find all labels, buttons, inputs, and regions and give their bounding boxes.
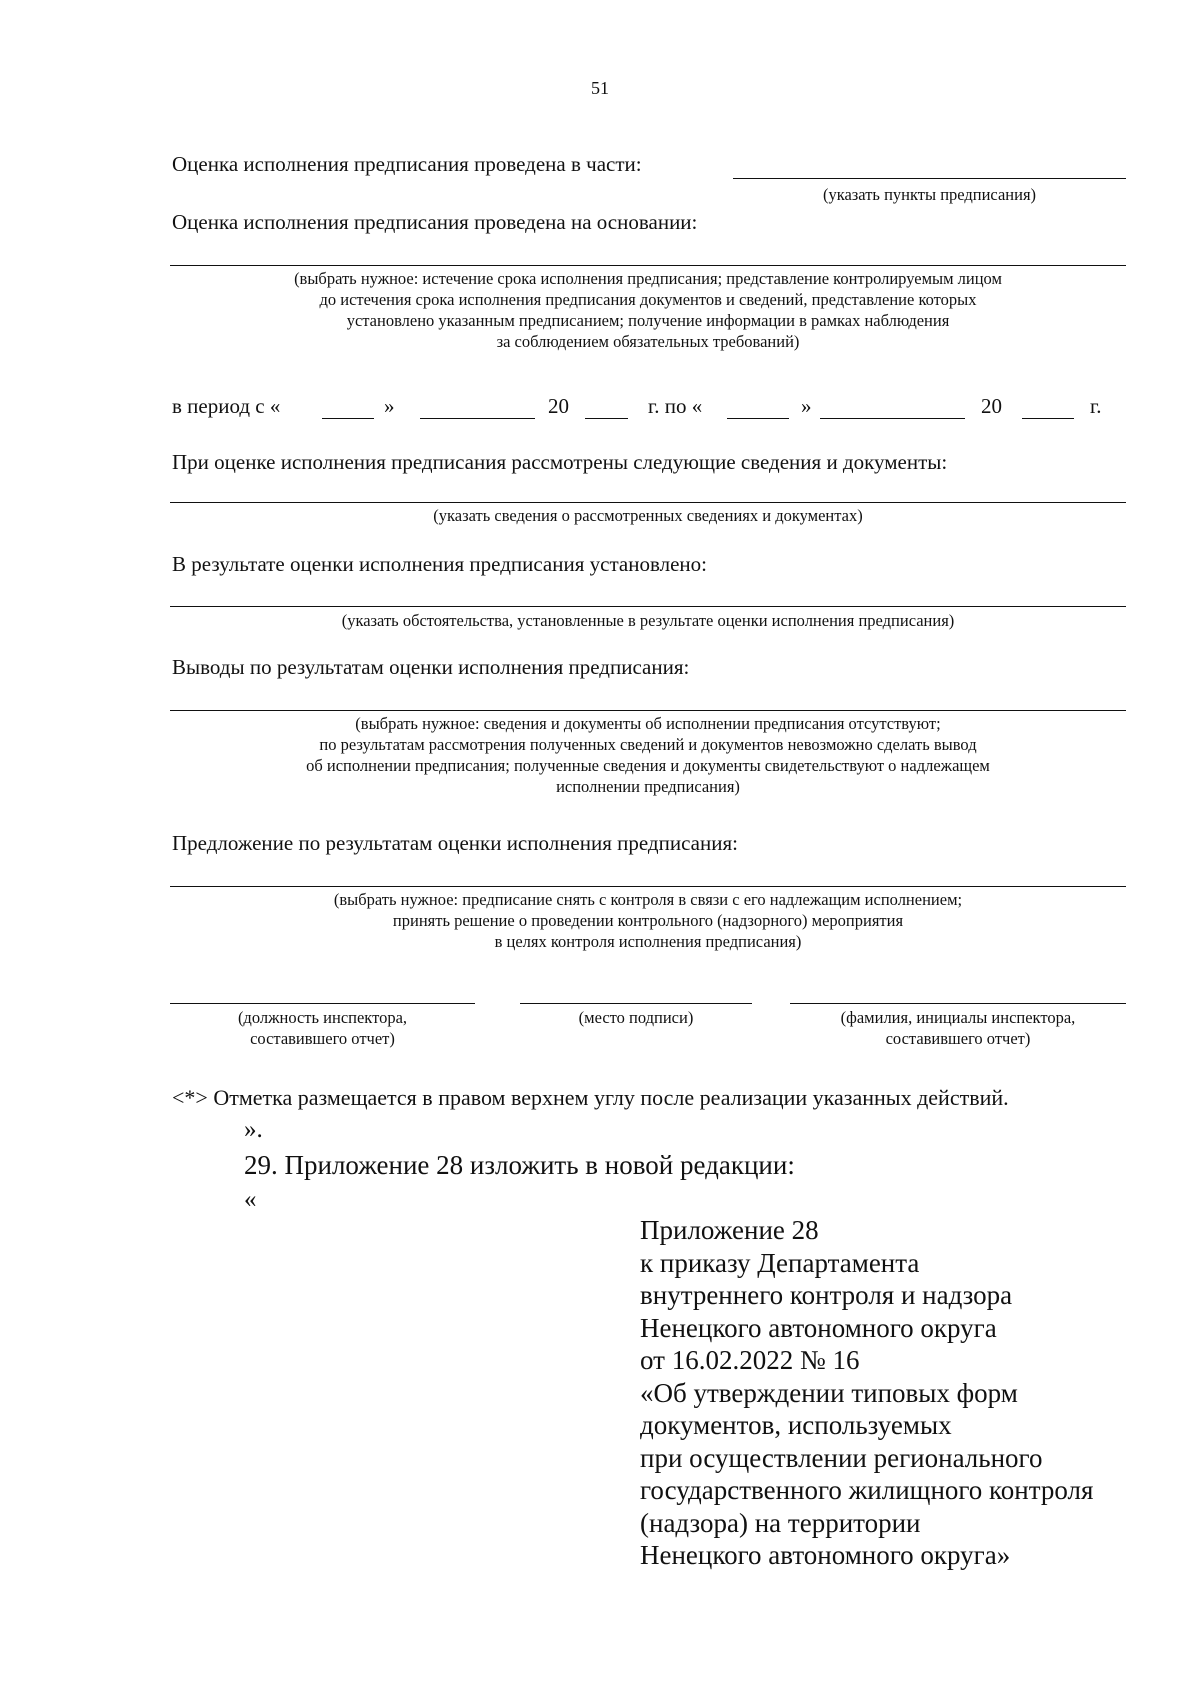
section-2-label: Оценка исполнения предписания проведена на основании: <box>172 210 698 234</box>
page-number: 51 <box>591 78 609 98</box>
section-2-line <box>170 265 1126 266</box>
signature-place-caption: (место подписи) <box>578 1008 694 1027</box>
section-6-label: Предложение по результатам оценки исполнения предписания: <box>172 831 738 855</box>
period-year-from-line <box>585 418 628 419</box>
period-prefix: в период с « <box>172 394 281 418</box>
signature-place-line <box>520 1003 752 1004</box>
period-day-from-line <box>322 418 374 419</box>
section-1-line <box>733 178 1126 179</box>
section-3-hint: (указать сведения о рассмотренных сведениях и документах) <box>433 506 863 525</box>
section-3-line <box>170 502 1126 503</box>
signature-name-caption: (фамилия, инициалы инспектора, составившего отчет) <box>840 1008 1076 1048</box>
opening-quote: « <box>244 1186 257 1213</box>
item-29: 29. Приложение 28 изложить в новой редакции: <box>244 1150 795 1180</box>
signature-position-caption: (должность инспектора, составившего отчет) <box>237 1008 408 1048</box>
section-1-label: Оценка исполнения предписания проведена в части: <box>172 152 642 176</box>
signature-name-line <box>790 1003 1126 1004</box>
section-6-line <box>170 886 1126 887</box>
period-year-1: 20 <box>548 394 569 418</box>
signature-position-line <box>170 1003 475 1004</box>
period-day-to-line <box>727 418 789 419</box>
period-month-from-line <box>420 418 535 419</box>
section-3-label: При оценке исполнения предписания рассмотрены следующие сведения и документы: <box>172 450 948 474</box>
section-4-line <box>170 606 1126 607</box>
period-mid: г. по « <box>648 394 703 418</box>
section-2-hint: (выбрать нужное: истечение срока исполнения предписания; представление контролируемым лицом до истечения срока исполнения предписания документов и сведений, представление которых установлено указанным предписанием; получение информации в рамках наблюдения за соблюдением обязательных требований) <box>294 269 1002 351</box>
section-4-hint: (указать обстоятельства, установленные в результате оценки исполнения предписания) <box>341 611 955 630</box>
period-suffix: г. <box>1090 394 1102 418</box>
period-close-quote-2: » <box>801 394 812 418</box>
section-5-line <box>170 710 1126 711</box>
appendix-header: Приложение 28 к приказу Департамента внутреннего контроля и надзора Ненецкого автономного округа от 16.02.2022 № 16 «Об утверждении типовых форм документов, используемых при осуществлении регионального государственного жилищного контроля (надзора) на территории Ненецкого автономного округа» <box>640 1215 1094 1570</box>
period-year-2: 20 <box>981 394 1002 418</box>
section-5-hint: (выбрать нужное: сведения и документы об исполнении предписания отсутствуют; по результатам рассмотрения полученных сведений и документов невозможно сделать вывод об исполнении предписания; полученные сведения и документы свидетельствуют о надлежащем исполнении предписания) <box>306 714 990 796</box>
closing-quote: ». <box>244 1116 263 1143</box>
section-6-hint: (выбрать нужное: предписание снять с контроля в связи с его надлежащим исполнением; принять решение о проведении контрольного (надзорного) мероприятия в целях контроля исполнения предписания) <box>333 890 963 951</box>
period-close-quote-1: » <box>384 394 395 418</box>
section-4-label: В результате оценки исполнения предписания установлено: <box>172 552 707 576</box>
period-month-to-line <box>820 418 965 419</box>
section-5-label: Выводы по результатам оценки исполнения предписания: <box>172 655 690 679</box>
section-1-hint: (указать пункты предписания) <box>822 185 1037 204</box>
period-year-to-line <box>1022 418 1074 419</box>
footnote: <*> Отметка размещается в правом верхнем углу после реализации указанных действий. <box>172 1085 1009 1110</box>
